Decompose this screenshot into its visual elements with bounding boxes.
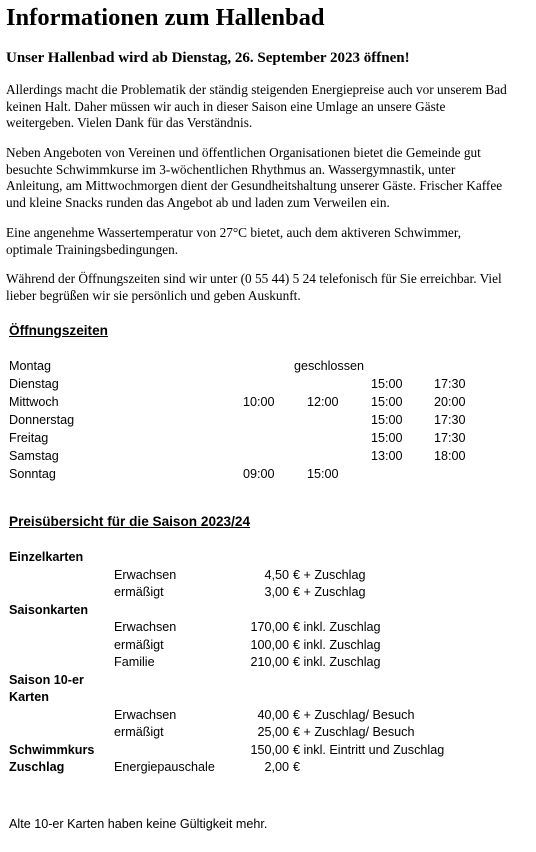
day-label: Freitag xyxy=(9,431,49,445)
price-description: € inkl. Zuschlag xyxy=(293,655,381,669)
price-category: Karten xyxy=(9,690,49,704)
ticket-type: ermäßigt xyxy=(114,725,164,739)
status-closed: geschlossen xyxy=(294,359,365,373)
afternoon-open-time: 15:00 xyxy=(371,413,403,427)
paragraph-line: Neben Angeboten von Vereinen und öffentlichen Organisationen bietet die Gemeinde gut xyxy=(6,145,481,160)
price-value: 150,00 xyxy=(250,742,289,757)
day-label: Dienstag xyxy=(9,377,59,391)
paragraph-line: Allerdings macht die Problematik der ständig steigenden Energiepreise auch vor unserem Bad xyxy=(6,82,507,97)
afternoon-close-time: 17:30 xyxy=(434,377,466,391)
morning-open-time: 10:00 xyxy=(243,395,275,409)
ticket-type: Familie xyxy=(114,655,155,669)
price-description: € inkl. Eintritt und Zuschlag xyxy=(293,742,445,757)
paragraph-energy xyxy=(6,82,516,132)
price-category: Saison 10-er xyxy=(9,672,84,687)
afternoon-close-time: 20:00 xyxy=(434,395,466,409)
afternoon-close-time: 17:30 xyxy=(434,413,466,427)
price-category: Zuschlag xyxy=(9,760,65,774)
paragraph-line: optimale Trainingsbedingungen. xyxy=(6,241,179,257)
day-label: Montag xyxy=(9,359,52,373)
ticket-type: Erwachsen xyxy=(114,620,177,634)
price-description: € inkl. Zuschlag xyxy=(293,637,381,652)
ticket-type: Energiepauschale xyxy=(114,760,215,774)
paragraph-line: Eine angenehme Wassertemperatur von 27°C bietet, auch dem aktiveren Schwimmer, xyxy=(6,225,462,240)
afternoon-open-time: 15:00 xyxy=(371,377,403,391)
paragraph-line: lieber begrüßen wir sie persönlich und geben Auskunft. xyxy=(6,287,301,303)
day-label: Sonntag xyxy=(9,467,56,481)
morning-close-time: 15:00 xyxy=(307,467,339,481)
afternoon-open-time: 15:00 xyxy=(371,395,403,409)
page-title: Informationen zum Hallenbad xyxy=(6,4,325,31)
price-value: 25,00 xyxy=(257,725,289,739)
day-label: Samstag xyxy=(9,449,59,463)
paragraph-temperature xyxy=(6,225,516,258)
ticket-type: Erwachsen xyxy=(114,707,177,722)
ticket-type: ermäßigt xyxy=(114,637,164,652)
price-value: 4,50 xyxy=(264,567,289,582)
price-category: Einzelkarten xyxy=(9,550,84,564)
price-description: € + Zuschlag/ Besuch xyxy=(293,725,415,739)
ticket-type: ermäßigt xyxy=(114,585,164,599)
afternoon-close-time: 18:00 xyxy=(434,449,466,463)
paragraph-contact xyxy=(6,271,516,304)
afternoon-open-time: 13:00 xyxy=(371,449,403,463)
paragraph-line: und kleine Snacks runden das Angebot ab und laden zum Verweilen ein. xyxy=(6,194,390,210)
price-value: 210,00 xyxy=(250,655,289,669)
morning-open-time: 09:00 xyxy=(243,467,275,481)
afternoon-close-time: 17:30 xyxy=(434,431,466,445)
price-description: € + Zuschlag xyxy=(293,567,366,582)
opening-hours-heading: Öffnungszeiten xyxy=(9,323,108,338)
paragraph-line: besuchte Schwimmkurse im 3-wöchentlichen Rhythmus an. Wassergymnastik, unter xyxy=(6,161,456,177)
paragraph-line: weitergeben. Vielen Dank für das Verständnis. xyxy=(6,115,253,131)
price-category: Saisonkarten xyxy=(9,602,89,617)
paragraph-offers xyxy=(6,145,516,211)
price-value: 40,00 xyxy=(257,707,289,722)
ticket-type: Erwachsen xyxy=(114,567,177,582)
morning-close-time: 12:00 xyxy=(307,395,339,409)
price-description: € + Zuschlag/ Besuch xyxy=(293,707,415,722)
price-description: € + Zuschlag xyxy=(293,585,366,599)
price-category: Schwimmkurs xyxy=(9,742,95,757)
price-value: 2,00 xyxy=(264,760,289,774)
price-value: 100,00 xyxy=(250,637,289,652)
price-description: € xyxy=(293,760,301,774)
paragraph-line: Während der Öffnungszeiten sind wir unter (0 55 44) 5 24 telefonisch für Sie erreichbar. Viel xyxy=(6,271,502,286)
afternoon-open-time: 15:00 xyxy=(371,431,403,445)
price-value: 170,00 xyxy=(250,620,289,634)
paragraph-line: keinen Halt. Daher müssen wir auch in dieser Saison eine Umlage an unsere Gäste xyxy=(6,98,446,114)
price-overview-heading: Preisübersicht für die Saison 2023/24 xyxy=(9,514,251,529)
day-label: Donnerstag xyxy=(9,413,75,427)
paragraph-line: Anleitung, am Mittwochmorgen dient der Gesundheitshaltung unserer Gäste. Frischer Kaffee xyxy=(6,178,503,194)
price-value: 3,00 xyxy=(264,585,289,599)
footer-note: Alte 10-er Karten haben keine Gültigkeit mehr. xyxy=(9,817,268,831)
day-label: Mittwoch xyxy=(9,395,59,409)
price-description: € inkl. Zuschlag xyxy=(293,620,381,634)
opening-announcement: Unser Hallenbad wird ab Dienstag, 26. September 2023 öffnen! xyxy=(6,50,410,66)
